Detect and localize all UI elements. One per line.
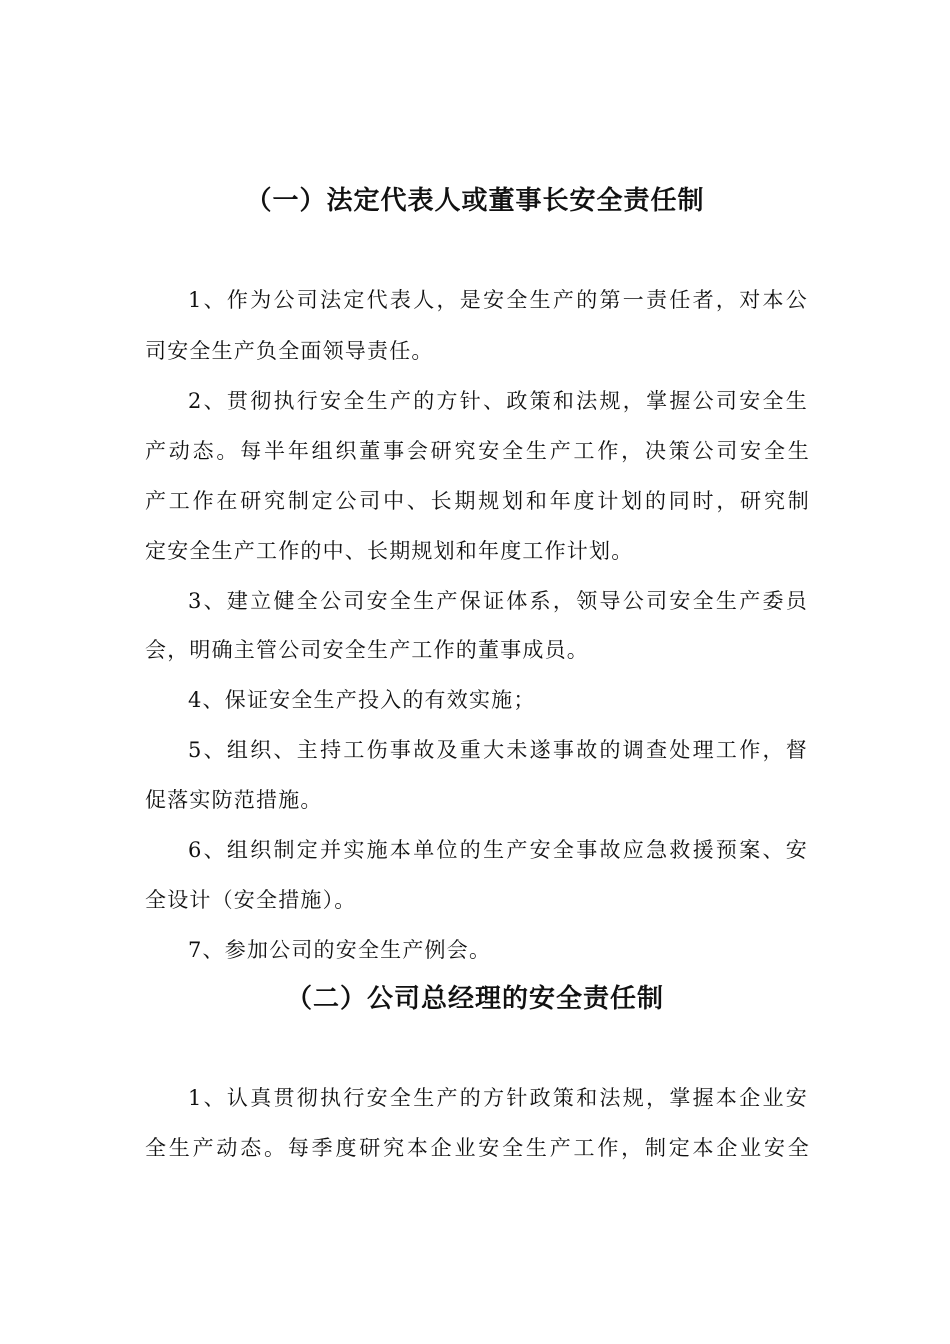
section-heading-1: （一）法定代表人或董事长安全责任制 — [245, 186, 705, 216]
paragraph-line: 定安全生产工作的中、长期规划和年度工作计划。 — [145, 539, 634, 563]
paragraph-line: 1、作为公司法定代表人，是安全生产的第一责任者，对本公 — [188, 288, 808, 312]
paragraph-line: 全设计（安全措施）。 — [145, 888, 357, 912]
paragraph-line: 促落实防范措施。 — [145, 788, 323, 812]
paragraph-line: 产工作在研究制定公司中、长期规划和年度计划的同时，研究制 — [145, 489, 810, 513]
paragraph-line: 7、参加公司的安全生产例会。 — [188, 938, 492, 962]
paragraph-line: 全生产动态。每季度研究本企业安全生产工作，制定本企业安全 — [145, 1136, 810, 1160]
paragraph-line: 1、认真贯彻执行安全生产的方针政策和法规，掌握本企业安 — [188, 1086, 808, 1110]
paragraph-line: 3、建立健全公司安全生产保证体系，领导公司安全生产委员 — [188, 589, 808, 613]
paragraph-line: 会，明确主管公司安全生产工作的董事成员。 — [145, 638, 589, 662]
section-heading-2: （二）公司总经理的安全责任制 — [285, 984, 664, 1014]
paragraph-line: 4、保证安全生产投入的有效实施； — [188, 688, 536, 712]
paragraph-line: 5、组织、主持工伤事故及重大未遂事故的调查处理工作，督 — [188, 738, 808, 762]
paragraph-line: 产动态。每半年组织董事会研究安全生产工作，决策公司安全生 — [145, 439, 810, 463]
paragraph-line: 司安全生产负全面领导责任。 — [145, 339, 434, 363]
paragraph-line: 6、组织制定并实施本单位的生产安全事故应急救援预案、安 — [188, 838, 808, 862]
paragraph-line: 2、贯彻执行安全生产的方针、政策和法规，掌握公司安全生 — [188, 389, 808, 413]
